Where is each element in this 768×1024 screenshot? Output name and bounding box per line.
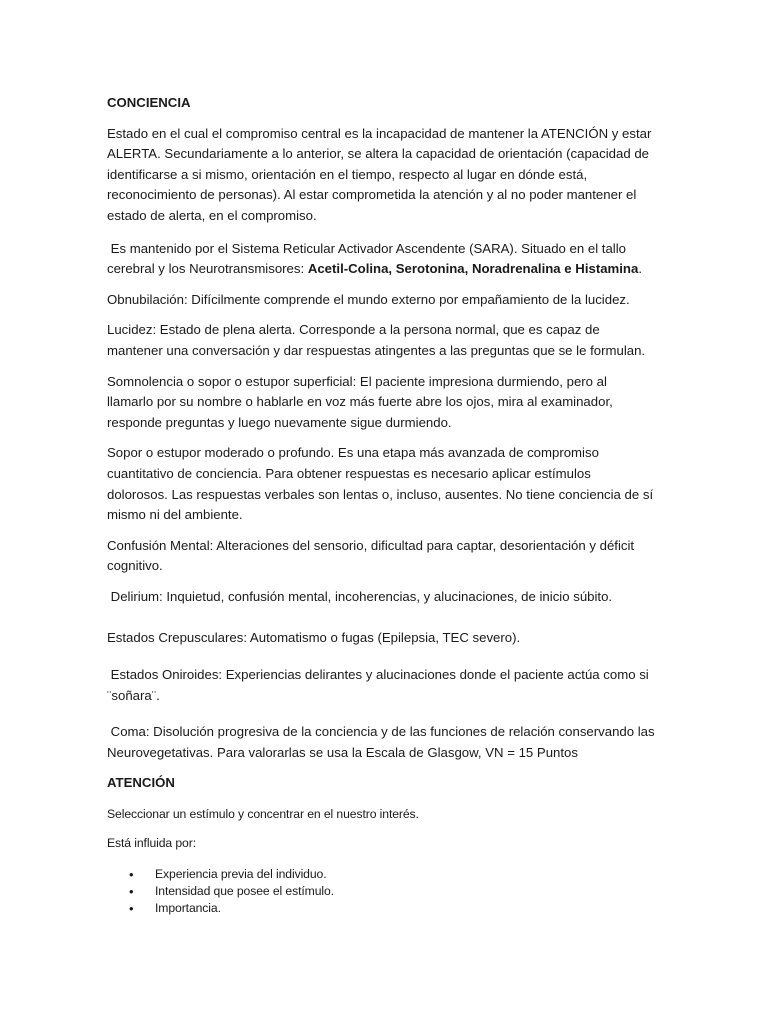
paragraph-lucidez: Lucidez: Estado de plena alerta. Corresponde a la persona normal, que es capaz de mantener una conversación y dar respuestas atingentes a las preguntas que se le formulan. [107, 322, 646, 358]
paragraph-delirium: Delirium: Inquietud, confusión mental, incoherencias, y alucinaciones, de inicio súbito. [107, 588, 613, 604]
list-item [107, 883, 655, 900]
bullet-icon: • [129, 901, 134, 917]
paragraph-sara [107, 239, 655, 280]
paragraph-sara-text: Es mantenido por el Sistema Reticular Activador Ascendente (SARA). Situado en el tallo cerebral y los Neurotransmisores: [107, 240, 630, 277]
paragraph-sara-end: . [638, 261, 642, 277]
list-item-text: Experiencia previa del individuo. [155, 867, 327, 882]
paragraph-coma: Coma: Disolución progresiva de la conciencia y de las funciones de relación conservando las Neurovegetativas. Para valorarlas se usa la Escala de Glasgow, VN = 15 Puntos [107, 724, 659, 760]
bullet-list [107, 866, 655, 917]
bullet-icon: • [129, 867, 134, 883]
paragraph-atencion-def: Seleccionar un estímulo y concentrar en el nuestro interés. [107, 807, 419, 822]
list-item-text: Intensidad que posee el estímulo. [155, 884, 334, 899]
paragraph-definicion-text: Estado en el cual el compromiso central es la incapacidad de mantener la ATENCIÓN y estar ALERTA. Secundariamente a lo anterior, se altera la capacidad de orientación (capacidad de identificarse a si mismo, orientación en el tiempo, respecto al lugar en dónde está, reconocimiento de personas). Al estar comprometida la atención y al no poder mantener el estado de alerta, en el compromiso. [107, 125, 652, 223]
paragraph-influida: Está influida por: [107, 836, 196, 851]
paragraph-obnubilacion: Obnubilación: Difícilmente comprende el mundo externo por empañamiento de la lucidez. [107, 291, 630, 307]
list-item [107, 900, 655, 917]
paragraph-oniroides: Estados Oniroides: Experiencias delirantes y alucinaciones donde el paciente actúa como si ¨soñara¨. [107, 667, 653, 703]
heading-atencion: ATENCIÓN [107, 775, 175, 791]
bullet-icon: • [129, 884, 134, 900]
list-item-text: Importancia. [155, 901, 221, 916]
paragraph-sopor: Sopor o estupor moderado o profundo. Es una etapa más avanzada de compromiso cuantitativo de conciencia. Para obtener respuestas es necesario aplicar estímulos dolorosos. Las respuestas verbales son lentas o, incluso, ausentes. No tiene conciencia de sí mismo ni del ambiente. [107, 445, 654, 523]
paragraph-somnolencia: Somnolencia o sopor o estupor superficial: El paciente impresiona durmiendo, pero al llamarlo por su nombre o hablarle en voz más fuerte abre los ojos, mira al examinador, responde preguntas y luego nuevamente sigue durmiendo. [107, 373, 613, 430]
paragraph-definicion [107, 124, 655, 227]
document-page [107, 93, 659, 917]
paragraph-confusion: Confusión Mental: Alteraciones del sensorio, dificultad para captar, desorientación y déficit cognitivo. [107, 537, 635, 574]
heading-conciencia: CONCIENCIA [107, 95, 191, 110]
neurotransmitters-bold: Acetil-Colina, Serotonina, Noradrenalina e Histamina [307, 261, 639, 277]
paragraph-crepusculares: Estados Crepusculares: Automatismo o fugas (Epilepsia, TEC severo). [107, 630, 521, 646]
list-item [107, 866, 655, 883]
